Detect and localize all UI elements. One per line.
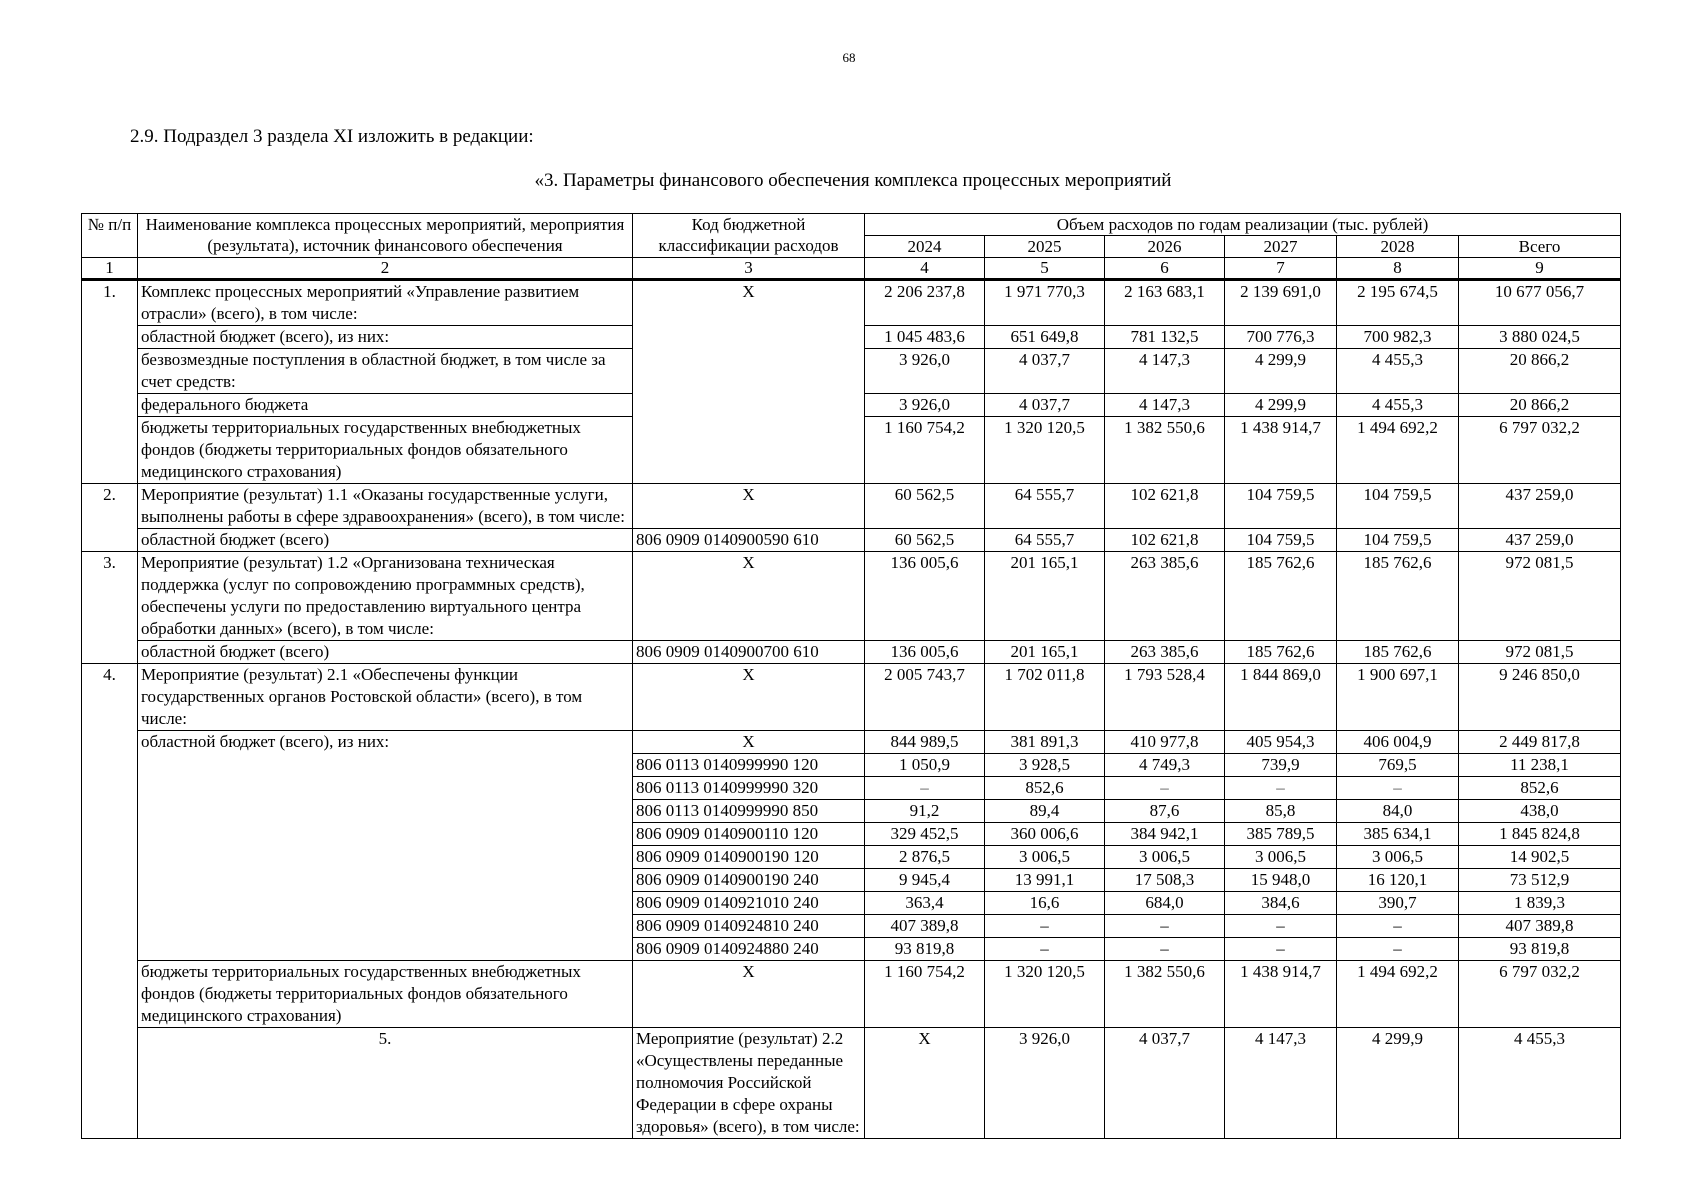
column-index: 7 (1225, 258, 1337, 280)
value-2024: 91,2 (865, 800, 985, 823)
value-total: 1 839,3 (1459, 892, 1621, 915)
value-2025: 4 037,7 (985, 349, 1105, 394)
value-2026: 410 977,8 (1105, 731, 1225, 754)
row-number: 5. (138, 1028, 633, 1139)
value-2028: 4 455,3 (1459, 1028, 1621, 1139)
value-2028: – (1337, 915, 1459, 938)
budget-code: 806 0909 0140900190 120 (633, 846, 865, 869)
budget-code: X (633, 664, 865, 731)
value-2027: 185 762,6 (1225, 552, 1337, 641)
value-2025: 1 320 120,5 (985, 417, 1105, 484)
column-index: 6 (1105, 258, 1225, 280)
value-2025: 1 971 770,3 (985, 280, 1105, 326)
row-name: бюджеты территориальных государственных внебюджетных фондов (бюджеты территориальных фондов обязательного медицинского страхования) (138, 961, 633, 1028)
value-2028: 4 455,3 (1337, 394, 1459, 417)
header-num: № п/п (82, 214, 138, 258)
value-2027: – (1225, 777, 1337, 800)
budget-code: X (633, 731, 865, 754)
budget-code: 806 0909 0140900590 610 (633, 529, 865, 552)
financing-table (81, 213, 1621, 1139)
row-name: областной бюджет (всего) (138, 529, 633, 552)
table-row (82, 484, 1621, 529)
value-2026: 17 508,3 (1105, 869, 1225, 892)
budget-code: 806 0113 0140999990 120 (633, 754, 865, 777)
row-name: безвозмездные поступления в областной бюджет, в том числе за счет средств: (138, 349, 633, 394)
value-2028: 104 759,5 (1337, 529, 1459, 552)
value-2025: 3 928,5 (985, 754, 1105, 777)
table-row (82, 529, 1621, 552)
value-2025: 852,6 (985, 777, 1105, 800)
value-2026: 87,6 (1105, 800, 1225, 823)
value-2028: 185 762,6 (1337, 641, 1459, 664)
value-2026: 4 147,3 (1225, 1028, 1337, 1139)
value-2028: 2 195 674,5 (1337, 280, 1459, 326)
value-total: 73 512,9 (1459, 869, 1621, 892)
value-2026: 102 621,8 (1105, 484, 1225, 529)
value-2026: 3 006,5 (1105, 846, 1225, 869)
value-2025: 201 165,1 (985, 641, 1105, 664)
row-name: областной бюджет (всего), из них: (138, 326, 633, 349)
value-2024: 3 926,0 (865, 349, 985, 394)
row-name: Мероприятие (результат) 1.1 «Оказаны государственные услуги, выполнены работы в сфере здравоохранения» (всего), в том числе: (138, 484, 633, 529)
value-2027: 2 139 691,0 (1225, 280, 1337, 326)
row-name: бюджеты территориальных государственных внебюджетных фондов (бюджеты территориальных фондов обязательного медицинского страхования) (138, 417, 633, 484)
column-index: 5 (985, 258, 1105, 280)
table-row (82, 552, 1621, 641)
value-2024: 363,4 (865, 892, 985, 915)
value-total: 93 819,8 (1459, 938, 1621, 961)
header-total: Всего (1459, 236, 1621, 258)
value-2024: 844 989,5 (865, 731, 985, 754)
value-2028: 700 982,3 (1337, 326, 1459, 349)
value-2028: 4 455,3 (1337, 349, 1459, 394)
table-row (82, 1028, 1621, 1139)
value-2027: 1 844 869,0 (1225, 664, 1337, 731)
value-2025: 3 006,5 (985, 846, 1105, 869)
value-total: 852,6 (1459, 777, 1621, 800)
value-2025: 16,6 (985, 892, 1105, 915)
value-2025: – (985, 915, 1105, 938)
value-2026: 1 793 528,4 (1105, 664, 1225, 731)
budget-code: X (633, 961, 865, 1028)
value-2026: 102 621,8 (1105, 529, 1225, 552)
value-total: 14 902,5 (1459, 846, 1621, 869)
value-2024: 2 005 743,7 (865, 664, 985, 731)
value-total: 407 389,8 (1459, 915, 1621, 938)
row-name: Комплекс процессных мероприятий «Управление развитием отрасли» (всего), в том числе: (138, 280, 633, 326)
value-2024: 329 452,5 (865, 823, 985, 846)
value-2025: 360 006,6 (985, 823, 1105, 846)
value-2028: 104 759,5 (1337, 484, 1459, 529)
value-total: 972 081,5 (1459, 641, 1621, 664)
budget-code: 806 0909 0140924880 240 (633, 938, 865, 961)
page-number: 68 (842, 50, 856, 65)
budget-code: X (633, 552, 865, 641)
value-2027: 4 299,9 (1225, 349, 1337, 394)
column-index: 9 (1459, 258, 1621, 280)
budget-code: X (633, 484, 865, 529)
value-2026: 4 749,3 (1105, 754, 1225, 777)
value-2026: 384 942,1 (1105, 823, 1225, 846)
row-name: Мероприятие (результат) 2.1 «Обеспечены функции государственных органов Ростовской области» (всего), в том числе: (138, 664, 633, 731)
row-number: 4. (82, 664, 138, 1139)
value-2024: 1 160 754,2 (865, 961, 985, 1028)
value-2026: 263 385,6 (1105, 552, 1225, 641)
value-total: 11 238,1 (1459, 754, 1621, 777)
value-total: 437 259,0 (1459, 529, 1621, 552)
budget-code: 806 0113 0140999990 320 (633, 777, 865, 800)
value-2026: – (1105, 777, 1225, 800)
value-2026: 263 385,6 (1105, 641, 1225, 664)
value-total: 2 449 817,8 (1459, 731, 1621, 754)
value-2024: 1 050,9 (865, 754, 985, 777)
value-2026: 1 382 550,6 (1105, 961, 1225, 1028)
value-total: 438,0 (1459, 800, 1621, 823)
value-2025: 1 320 120,5 (985, 961, 1105, 1028)
value-2028: 185 762,6 (1337, 552, 1459, 641)
column-index: 3 (633, 258, 865, 280)
row-number: 1. (82, 280, 138, 484)
column-index-row (82, 258, 1621, 280)
value-total: 6 797 032,2 (1459, 417, 1621, 484)
row-name: областной бюджет (всего) (138, 641, 633, 664)
value-2025: 4 037,7 (985, 394, 1105, 417)
value-2027: 104 759,5 (1225, 529, 1337, 552)
value-2024: 136 005,6 (865, 552, 985, 641)
value-2027: – (1225, 915, 1337, 938)
value-2028: 3 006,5 (1337, 846, 1459, 869)
value-2026: 4 147,3 (1105, 394, 1225, 417)
value-2028: 84,0 (1337, 800, 1459, 823)
column-index: 1 (82, 258, 138, 280)
value-total: 10 677 056,7 (1459, 280, 1621, 326)
row-number: 3. (82, 552, 138, 664)
value-2028: 390,7 (1337, 892, 1459, 915)
value-2025: 201 165,1 (985, 552, 1105, 641)
value-2026: 4 147,3 (1105, 349, 1225, 394)
table-row (82, 280, 1621, 326)
value-2026: 2 163 683,1 (1105, 280, 1225, 326)
value-2027: 1 438 914,7 (1225, 961, 1337, 1028)
value-2027: 739,9 (1225, 754, 1337, 777)
table-row (82, 664, 1621, 731)
value-total: 972 081,5 (1459, 552, 1621, 641)
value-2025: 13 991,1 (985, 869, 1105, 892)
column-index: 2 (138, 258, 633, 280)
value-2027: 385 789,5 (1225, 823, 1337, 846)
header-volume: Объем расходов по годам реализации (тыс. рублей) (865, 214, 1621, 236)
value-2025: 1 702 011,8 (985, 664, 1105, 731)
column-index: 4 (865, 258, 985, 280)
table-row (82, 961, 1621, 1028)
value-2027: 85,8 (1225, 800, 1337, 823)
value-2026: 684,0 (1105, 892, 1225, 915)
value-2027: 1 438 914,7 (1225, 417, 1337, 484)
value-2028: – (1337, 777, 1459, 800)
value-2028: 1 900 697,1 (1337, 664, 1459, 731)
header-name: Наименование комплекса процессных мероприятий, мероприятия (результата), источник финансового обеспечения (138, 214, 633, 258)
value-2024: 3 926,0 (985, 1028, 1105, 1139)
budget-code: 806 0909 0140921010 240 (633, 892, 865, 915)
value-2028: – (1337, 938, 1459, 961)
value-2025: – (985, 938, 1105, 961)
budget-code: X (865, 1028, 985, 1139)
value-2025: 381 891,3 (985, 731, 1105, 754)
budget-code: 806 0909 0140900700 610 (633, 641, 865, 664)
value-2024: 3 926,0 (865, 394, 985, 417)
row-name: областной бюджет (всего), из них: (138, 731, 633, 961)
value-total: 9 246 850,0 (1459, 664, 1621, 731)
value-2027: 104 759,5 (1225, 484, 1337, 529)
value-2025: 4 037,7 (1105, 1028, 1225, 1139)
value-2028: 406 004,9 (1337, 731, 1459, 754)
budget-code: X (633, 280, 865, 484)
value-2027: 15 948,0 (1225, 869, 1337, 892)
value-total: 1 845 824,8 (1459, 823, 1621, 846)
header-year: 2025 (985, 236, 1105, 258)
value-total: 437 259,0 (1459, 484, 1621, 529)
value-2026: – (1105, 915, 1225, 938)
value-total: 6 797 032,2 (1459, 961, 1621, 1028)
budget-code: 806 0909 0140924810 240 (633, 915, 865, 938)
header-code: Код бюджетной классификации расходов (633, 214, 865, 258)
value-2024: 1 160 754,2 (865, 417, 985, 484)
header-year: 2027 (1225, 236, 1337, 258)
value-2024: – (865, 777, 985, 800)
table-row (82, 641, 1621, 664)
budget-code: 806 0909 0140900190 240 (633, 869, 865, 892)
value-2028: 385 634,1 (1337, 823, 1459, 846)
amendment-intro: 2.9. Подраздел 3 раздела XI изложить в редакции: (130, 126, 534, 147)
section-title: «3. Параметры финансового обеспечения комплекса процессных мероприятий (534, 170, 1172, 191)
value-2027: 185 762,6 (1225, 641, 1337, 664)
value-2028: 769,5 (1337, 754, 1459, 777)
value-2027: – (1225, 938, 1337, 961)
row-name: Мероприятие (результат) 1.2 «Организована техническая поддержка (услуг по сопровождению программных средств), обеспечены услуги по предоставлению виртуального центра обработки данных» (всего), в том числе: (138, 552, 633, 641)
value-2025: 89,4 (985, 800, 1105, 823)
value-2028: 16 120,1 (1337, 869, 1459, 892)
value-2028: 1 494 692,2 (1337, 417, 1459, 484)
value-total: 3 880 024,5 (1459, 326, 1621, 349)
header-year: 2026 (1105, 236, 1225, 258)
value-2024: 60 562,5 (865, 484, 985, 529)
value-2024: 1 045 483,6 (865, 326, 985, 349)
value-2026: 781 132,5 (1105, 326, 1225, 349)
column-index: 8 (1337, 258, 1459, 280)
value-2024: 136 005,6 (865, 641, 985, 664)
row-name: федерального бюджета (138, 394, 633, 417)
row-name: Мероприятие (результат) 2.2 «Осуществлены переданные полномочия Российской Федерации в сфере охраны здоровья» (всего), в том числе: (633, 1028, 865, 1139)
row-number: 2. (82, 484, 138, 552)
value-2027: 384,6 (1225, 892, 1337, 915)
value-2027: 4 299,9 (1337, 1028, 1459, 1139)
value-2025: 651 649,8 (985, 326, 1105, 349)
value-2024: 2 876,5 (865, 846, 985, 869)
value-2024: 9 945,4 (865, 869, 985, 892)
value-2024: 60 562,5 (865, 529, 985, 552)
value-2027: 405 954,3 (1225, 731, 1337, 754)
value-2026: 1 382 550,6 (1105, 417, 1225, 484)
value-2028: 1 494 692,2 (1337, 961, 1459, 1028)
budget-code: 806 0113 0140999990 850 (633, 800, 865, 823)
value-2026: – (1105, 938, 1225, 961)
table-row (82, 731, 1621, 754)
value-2027: 700 776,3 (1225, 326, 1337, 349)
value-2024: 2 206 237,8 (865, 280, 985, 326)
value-total: 20 866,2 (1459, 349, 1621, 394)
table-header-row (82, 214, 1621, 236)
value-2025: 64 555,7 (985, 484, 1105, 529)
value-2027: 3 006,5 (1225, 846, 1337, 869)
budget-code: 806 0909 0140900110 120 (633, 823, 865, 846)
value-total: 20 866,2 (1459, 394, 1621, 417)
header-year: 2028 (1337, 236, 1459, 258)
header-year: 2024 (865, 236, 985, 258)
value-2024: 407 389,8 (865, 915, 985, 938)
value-2025: 64 555,7 (985, 529, 1105, 552)
value-2024: 93 819,8 (865, 938, 985, 961)
value-2027: 4 299,9 (1225, 394, 1337, 417)
